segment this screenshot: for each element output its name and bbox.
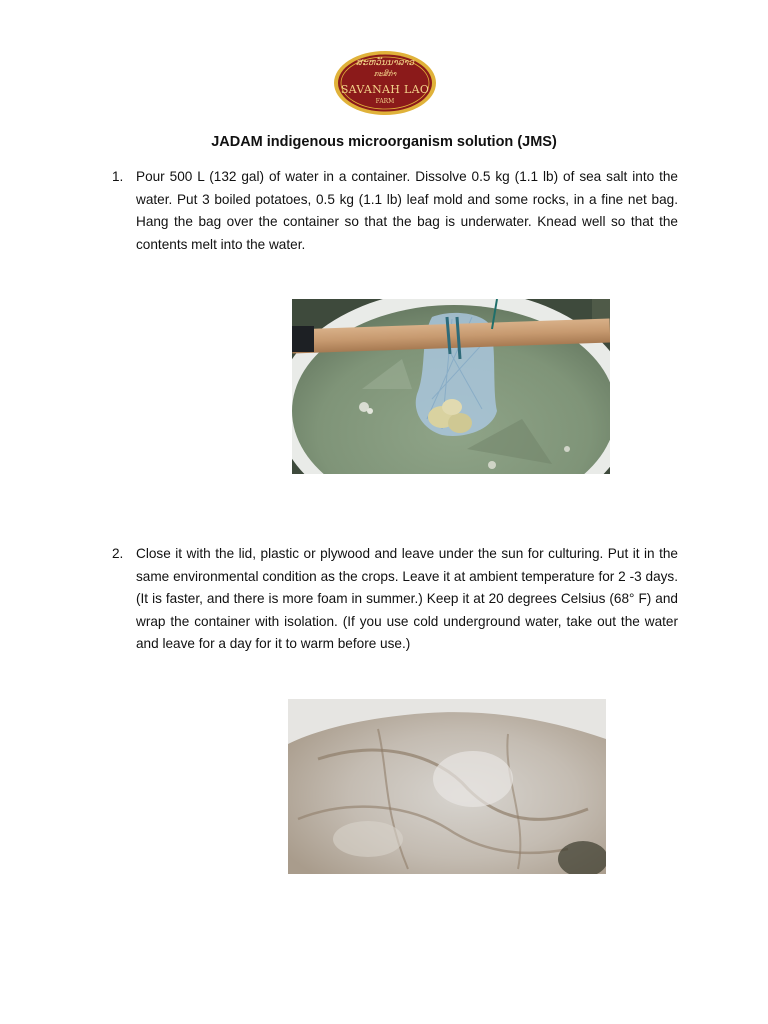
logo-lao-subtext: ກະສິກຳ bbox=[373, 70, 397, 78]
step-item-2 bbox=[112, 543, 678, 656]
bucket-net-bag-photo bbox=[292, 299, 610, 474]
logo-lao-text: ສະຫວັນນາລາວ bbox=[355, 58, 415, 68]
step-number: 1. bbox=[112, 169, 124, 184]
document-title: JADAM indigenous microorganism solution (JMS) bbox=[211, 134, 557, 150]
foam-culture-photo bbox=[288, 699, 606, 874]
savanah-lao-farm-logo bbox=[333, 50, 437, 116]
logo-farm-label: FARM bbox=[375, 98, 395, 105]
step-text: Close it with the lid, plastic or plywood and leave under the sun for culturing. Put it in the same environmental condition as the crops. Leave it at ambient temperature for 2 -3 days. (It is faster, and there is more foam in summer.) Keep it at 20 degrees Celsius (68° F) and wrap the container with isolation. (If you use cold underground water, take out the water and leave for a day for it to warm before use.) bbox=[136, 546, 678, 651]
step-number: 2. bbox=[112, 546, 124, 561]
logo-brand-name: SAVANAH LAO bbox=[340, 83, 430, 96]
step-text: Pour 500 L (132 gal) of water in a container. Dissolve 0.5 kg (1.1 lb) of sea salt into the water. Put 3 boiled potatoes, 0.5 kg (1.1 lb) leaf mold and some rocks, in a fine net bag. Hang the bag over the container so that the bag is underwater. Knead well so that the contents melt into the water. bbox=[136, 169, 678, 252]
step-item-1 bbox=[112, 166, 678, 256]
